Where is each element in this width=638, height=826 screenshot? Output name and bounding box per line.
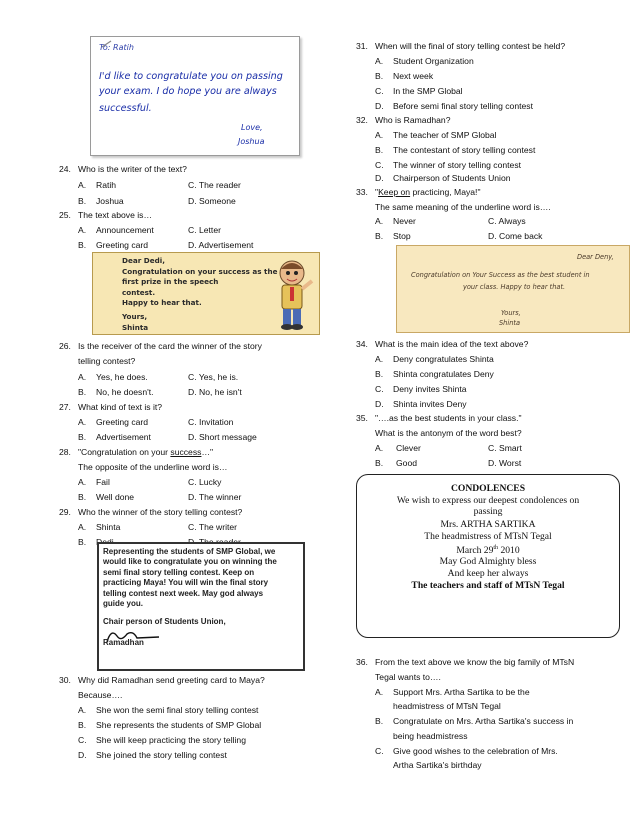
question-text: Because…. — [78, 690, 123, 700]
option-text: Well done — [96, 492, 135, 502]
option-text: Joshua — [96, 196, 124, 206]
card-line: your class. Happy to hear that. — [463, 283, 566, 291]
option-letter: D. — [375, 101, 384, 111]
option-text: C. The reader — [188, 180, 241, 190]
condolences-line: And keep her always — [447, 568, 529, 579]
option-text: Shinta — [96, 522, 121, 532]
option-letter: B. — [375, 458, 384, 468]
option-letter: C. — [375, 746, 384, 756]
question-text: "Congratulation on your success…" — [78, 447, 214, 457]
option-text: Announcement — [96, 225, 154, 235]
option-text: Congratulate on Mrs. Artha Sartika's success in — [393, 716, 574, 726]
question-number: 32. — [356, 115, 368, 125]
note-signature: Joshua — [238, 137, 265, 146]
option-letter: B. — [78, 720, 87, 730]
question-text: Who is the writer of the text? — [78, 164, 187, 174]
option-letter: B. — [78, 196, 87, 206]
option-text: Deny invites Shinta — [393, 384, 467, 394]
card-line: telling contest next week. May god always — [103, 588, 264, 598]
question-text: What is the antonym of the word best? — [375, 428, 522, 438]
option-text: Advertisement — [96, 432, 151, 442]
question-text: Who the winner of the story telling contest? — [78, 507, 243, 517]
option-letter: A. — [375, 687, 384, 697]
condolences-date: March 29th 2010 — [456, 545, 520, 557]
option-text: Give good wishes to the celebration of Mrs. — [393, 746, 558, 756]
option-letter: A. — [78, 417, 87, 427]
option-letter: A. — [375, 130, 384, 140]
option-text: Clever — [396, 443, 421, 453]
option-letter: B. — [78, 432, 87, 442]
note-closing: Love, — [241, 123, 263, 132]
option-letter: D. — [375, 173, 384, 183]
question-number: 29. — [59, 507, 71, 517]
option-text: Chairperson of Students Union — [393, 173, 511, 183]
option-text: D. The winner — [188, 492, 242, 502]
option-text: D. Someone — [188, 196, 236, 206]
option-text: Ratih — [96, 180, 117, 190]
note-card-ratih — [90, 36, 300, 156]
option-letter: A. — [78, 372, 87, 382]
option-text: being headmistress — [393, 731, 468, 741]
option-text: She represents the students of SMP Global — [96, 720, 262, 730]
question-number: 30. — [59, 675, 71, 685]
option-text: Greeting card — [96, 240, 149, 250]
question-text: What is the main idea of the text above? — [375, 339, 529, 349]
condolences-title: CONDOLENCES — [450, 483, 526, 494]
question-number: 26. — [59, 341, 71, 351]
option-letter: A. — [78, 180, 87, 190]
option-letter: A. — [375, 354, 384, 364]
question-text: "Keep on practicing, Maya!" — [375, 187, 481, 197]
option-text: Artha Sartika's birthday — [393, 760, 482, 770]
option-text: Yes, he does. — [96, 372, 148, 382]
option-letter: B. — [78, 537, 87, 547]
question-text: Is the receiver of the card the winner of the story — [78, 341, 262, 351]
question-text: Tegal wants to…. — [375, 672, 441, 682]
card-line: would like to congratulate you on winning the — [103, 557, 277, 567]
question-text: telling contest? — [78, 356, 136, 366]
option-text: No, he doesn't. — [96, 387, 154, 397]
option-text: She will keep practicing the story telling — [96, 735, 246, 745]
option-text: Shinta invites Deny — [393, 399, 467, 409]
question-text: The opposite of the underline word is… — [78, 462, 228, 472]
greeting-card-maya — [97, 542, 305, 671]
option-text: C. Smart — [488, 443, 522, 453]
question-text: Why did Ramadhan send greeting card to Maya? — [78, 675, 265, 685]
note-to: To: Ratih — [99, 43, 134, 52]
card-line: first prize in the speech contest. — [122, 277, 219, 297]
card-line: Congratulation on your success as the — [122, 266, 278, 276]
option-text: Deny congratulates Shinta — [393, 354, 494, 364]
option-text: In the SMP Global — [393, 86, 463, 96]
chair-label: Chair person of Students Union, — [103, 617, 226, 627]
card-line: practicing Maya! You will win the final story — [103, 578, 269, 588]
option-text: Greeting card — [96, 417, 149, 427]
option-text: C. Letter — [188, 225, 221, 235]
option-text: She joined the story telling contest — [96, 750, 227, 760]
card-line: Yours, — [122, 311, 148, 321]
option-text: D. Worst — [488, 458, 522, 468]
option-text: C. Lucky — [188, 477, 222, 487]
option-text: Fail — [96, 477, 110, 487]
option-text: Never — [393, 216, 416, 226]
option-letter: C. — [375, 86, 384, 96]
note-line: your exam. I do hope you are always — [99, 86, 277, 97]
option-text: C. The writer — [188, 522, 238, 532]
option-letter: B. — [375, 369, 384, 379]
greeting-card-dedi — [92, 252, 320, 335]
option-letter: B. — [78, 492, 87, 502]
card-line: Representing the students of SMP Global, we — [103, 547, 276, 556]
option-text: She won the semi final story telling contest — [96, 705, 259, 715]
option-letter: C. — [375, 160, 384, 170]
option-letter: A. — [375, 216, 384, 226]
option-letter: D. — [78, 750, 87, 760]
question-text: What kind of text is it? — [78, 402, 163, 412]
option-letter: B. — [78, 387, 87, 397]
question-number: 28. — [59, 447, 71, 457]
option-letter: C. — [375, 384, 384, 394]
question-number: 34. — [356, 339, 368, 349]
option-text: Next week — [393, 71, 434, 81]
option-letter: A. — [375, 56, 384, 66]
card-line: Dear Dedi, — [122, 256, 165, 265]
question-number: 27. — [59, 402, 71, 412]
option-text: Stop — [393, 231, 411, 241]
option-letter: B. — [375, 231, 384, 241]
note-line: successful. — [99, 103, 152, 114]
condolences-line: May God Almighty bless — [439, 556, 537, 567]
question-text: The text above is… — [78, 210, 153, 220]
option-text: C. Always — [488, 216, 526, 226]
card-line: Congratulation on Your Success as the best student in — [411, 271, 590, 279]
option-letter: A. — [78, 225, 87, 235]
card-name: Shinta — [499, 319, 521, 327]
condolences-line: We wish to express our deepest condolences on — [396, 495, 580, 506]
question-text: When will the final of story telling contest be held? — [375, 41, 566, 51]
option-letter: A. — [78, 477, 87, 487]
card-line: semi final story telling contest. Keep on — [103, 567, 255, 577]
option-text: The teacher of SMP Global — [393, 130, 497, 140]
question-number: 24. — [59, 164, 71, 174]
option-text: Student Organization — [393, 56, 474, 66]
option-letter: C. — [78, 735, 87, 745]
card-line: Happy to hear that. — [122, 298, 202, 308]
condolences-line: passing — [473, 506, 503, 517]
option-text: D. Advertisement — [188, 240, 254, 250]
chair-name: Ramadhan — [103, 637, 144, 647]
option-letter: A. — [375, 443, 384, 453]
question-text: The same meaning of the underline word is…. — [375, 202, 551, 212]
option-text: Support Mrs. Artha Sartika to be the — [393, 687, 530, 697]
option-letter: A. — [78, 705, 87, 715]
option-text: C. Invitation — [188, 417, 234, 427]
greeting-card-deny — [396, 245, 630, 333]
question-text: From the text above we know the big family of MTsN — [375, 657, 575, 667]
option-letter: B. — [375, 145, 384, 155]
option-text: headmistress of MTsN Tegal — [393, 701, 501, 711]
option-text: Good — [396, 458, 418, 468]
option-text: The winner of story telling contest — [393, 160, 522, 170]
option-letter: B. — [375, 716, 384, 726]
option-letter: D. — [375, 399, 384, 409]
question-number: 36. — [356, 657, 368, 667]
option-text: D. Come back — [488, 231, 543, 241]
card-greeting: Dear Deny, — [577, 253, 614, 261]
option-letter: A. — [78, 522, 87, 532]
option-text: C. Yes, he is. — [188, 372, 239, 382]
underlined-word: Keep on — [378, 187, 411, 197]
question-number: 33. — [356, 187, 368, 197]
condolences-name: Mrs. ARTHA SARTIKA — [440, 519, 536, 530]
option-letter: B. — [78, 240, 87, 250]
card-line: guide you. — [103, 599, 143, 609]
option-letter: B. — [375, 71, 384, 81]
option-text: D. Short message — [188, 432, 257, 442]
question-text: Who is Ramadhan? — [375, 115, 451, 125]
underlined-word: success — [170, 447, 202, 457]
condolences-line: The headmistress of MTsN Tegal — [424, 531, 552, 542]
cartoon-boy-icon — [268, 257, 316, 331]
question-text: "….as the best students in your class." — [375, 413, 522, 423]
question-number: 35. — [356, 413, 368, 423]
option-text: D. No, he isn't — [188, 387, 242, 397]
card-closing: Yours, — [501, 309, 521, 317]
condolences-box — [356, 474, 620, 638]
question-number: 31. — [356, 41, 368, 51]
option-text: Shinta congratulates Deny — [393, 369, 494, 379]
condolences-signoff: The teachers and staff of MTsN Tegal — [411, 580, 565, 591]
card-line: Shinta — [122, 322, 149, 332]
option-text: The contestant of story telling contest — [393, 145, 536, 155]
note-line: I'd like to congratulate you on passing — [99, 71, 283, 82]
option-text: Before semi final story telling contest — [393, 101, 533, 111]
question-number: 25. — [59, 210, 71, 220]
